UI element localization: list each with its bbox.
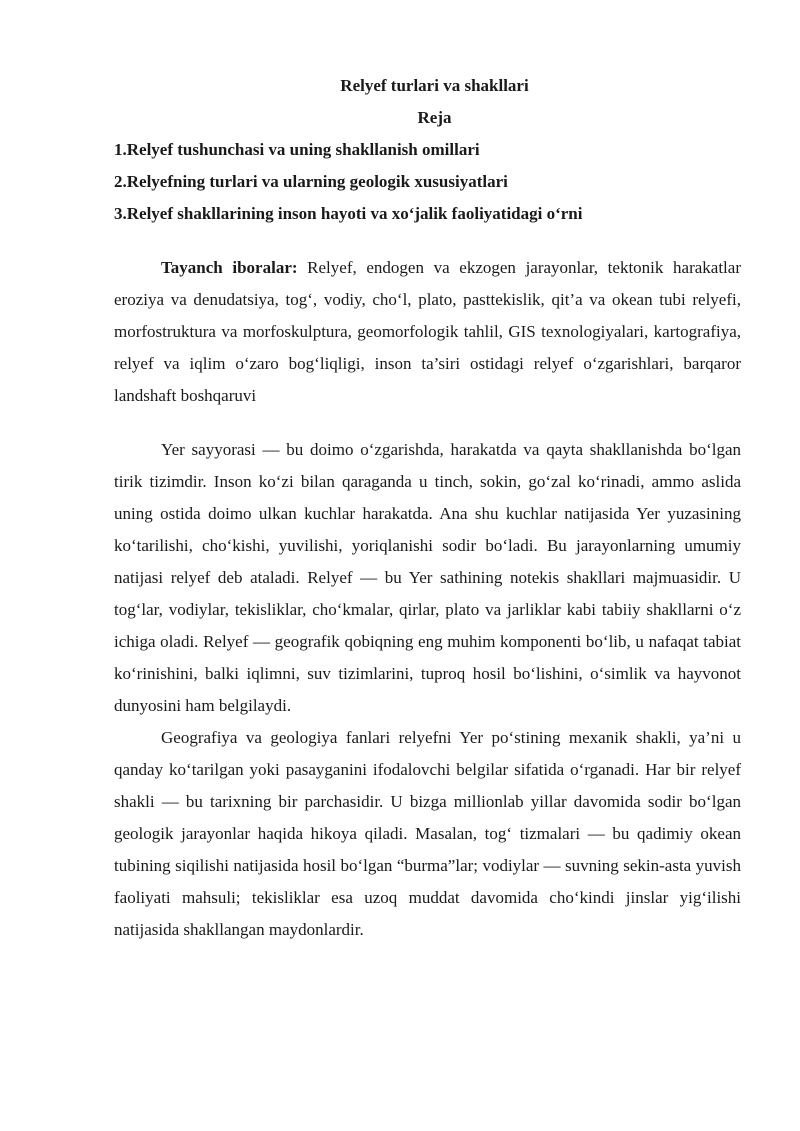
plan-heading: Reja — [417, 108, 452, 127]
body-paragraph-1: Yer sayyorasi — bu doimo o‘zgarishda, harakatda va qayta shakllanishda bo‘lgan tirik tizimdir. Inson ko‘zi bilan qaraganda u tinch, sokin, go‘zal ko‘rinadi, ammo aslida uning ostida doimo ulkan kuchlar harakatda. Ana shu kuchlar natijasida Yer yuzasining ko‘tarilishi, cho‘kishi, yuvilishi, yoriqlanishi sodir bo‘ladi. Bu jarayonlarning umumiy natijasi relyef deb ataladi. Relyef — bu Yer sathining notekis shakllari majmuasidir. U tog‘lar, vodiylar, tekisliklar, cho‘kmalar, qirlar, plato va jarliklar kabi tabiiy shakllarni o‘z ichiga oladi. Relyef — geografik qobiqning eng muhim komponenti bo‘lib, u nafaqat tabiat ko‘rinishini, balki iqlimni, suv tizimlarini, tuproq hosil bo‘lishini, o‘simlik va hayvonot dunyosini ham belgilaydi. — [114, 440, 741, 715]
document-page — [114, 70, 741, 946]
plan-item-3: 3.Relyef shakllarining inson hayoti va xo‘jalik faoliyatidagi o‘rni — [114, 204, 583, 223]
keywords-label: Tayanch iboralar: — [161, 258, 298, 277]
plan-item-1: 1.Relyef tushunchasi va uning shakllanish omillari — [114, 140, 480, 159]
body-paragraph-2: Geografiya va geologiya fanlari relyefni Yer po‘stining mexanik shakli, ya’ni u qanday ko‘tarilgan yoki pasayganini ifodalovchi belgilar sifatida o‘rganadi. Har bir relyef shakli — bu tarixning bir parchasidir. U bizga millionlab yillar davomida sodir bo‘lgan geologik jarayonlar haqida hikoya qiladi. Masalan, tog‘ tizmalari — bu qadimiy okean tubining siqilishi natijasida hosil bo‘lgan “burma”lar; vodiylar — suvning sekin-asta yuvish faoliyati mahsuli; tekisliklar esa uzoq muddat davomida cho‘kindi jinslar yig‘ilishi natijasida shakllangan maydonlardir. — [114, 728, 741, 939]
document-title: Relyef turlari va shakllari — [340, 76, 529, 95]
keywords-paragraph — [114, 252, 741, 412]
plan-item-2: 2.Relyefning turlari va ularning geologik xususiyatlari — [114, 172, 508, 191]
keywords-text: Relyef, endogen va ekzogen jarayonlar, tektonik harakatlar eroziya va denudatsiya, tog‘, vodiy, cho‘l, plato, pasttekislik, qit’a va okean tubi relyefi, morfostruktura va morfoskulptura, geomorfologik tahlil, GIS texnologiyalari, kartografiya, relyef va iqlim o‘zaro bog‘liqligi, inson ta’siri ostidagi relyef o‘zgarishlari, barqaror landshaft boshqaruvi — [114, 258, 741, 405]
